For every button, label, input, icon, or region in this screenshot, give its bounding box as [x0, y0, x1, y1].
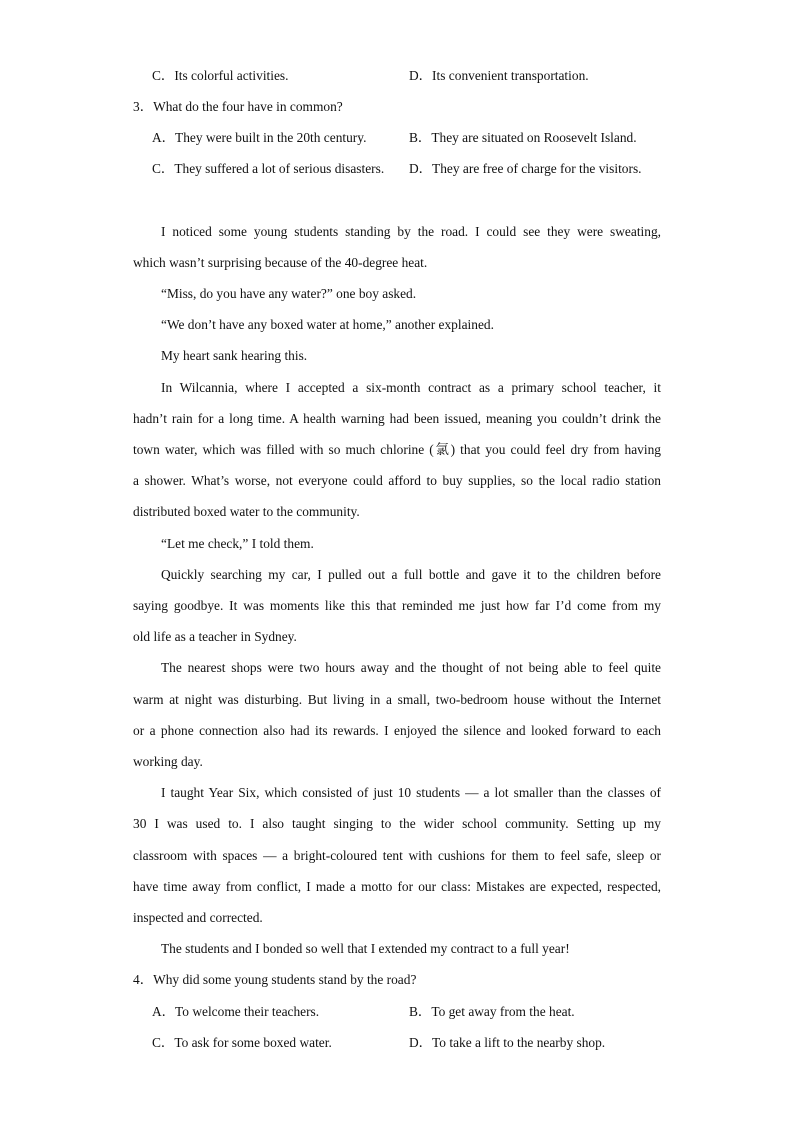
q2-option-d: D．Its convenient transportation.	[409, 68, 589, 83]
q4-option-d: D．To take a lift to the nearby shop.	[409, 1035, 606, 1050]
passage-p1-line2: which wasn’t surprising because of the 40-degree heat.	[133, 255, 428, 270]
passage-p1-line1: I noticed some young students standing by the road. I could see they were sweating,	[161, 224, 661, 239]
passage-p8-line3: or a phone connection also had its rewards. I enjoyed the silence and looked forward to each	[133, 723, 661, 738]
q3-option-c: C．They suffered a lot of serious disasters.	[152, 161, 385, 176]
q3-option-b: B．They are situated on Roosevelt Island.	[409, 130, 637, 145]
q4-stem: 4．Why did some young students stand by the road?	[133, 972, 417, 987]
passage-p5-line4: a shower. What’s worse, not everyone could afford to buy supplies, so the local radio station	[133, 473, 661, 488]
passage-p9-line2: 30 I was used to. I also taught singing to the wider school community. Setting up my	[133, 816, 661, 831]
passage-p9-line4: have time away from conflict, I made a motto for our class: Mistakes are expected, respected,	[133, 879, 661, 894]
passage-p5-line5: distributed boxed water to the community.	[133, 504, 360, 519]
q2-option-c: C．Its colorful activities.	[152, 68, 289, 83]
q4-option-a: A．To welcome their teachers.	[152, 1004, 320, 1019]
passage-p5-line3: town water, which was filled with so much chlorine (氯) that you could feel dry from having	[133, 442, 661, 457]
passage-p3: “We don’t have any boxed water at home,” another explained.	[161, 317, 494, 332]
passage-p10: The students and I bonded so well that I extended my contract to a full year!	[161, 941, 570, 956]
q4-option-c: C．To ask for some boxed water.	[152, 1035, 332, 1050]
passage-p5-line2: hadn’t rain for a long time. A health warning had been issued, meaning you couldn’t drink the	[133, 411, 661, 426]
q3-option-d: D．They are free of charge for the visitors.	[409, 161, 642, 176]
q3-option-a: A．They were built in the 20th century.	[152, 130, 367, 145]
passage-p6: “Let me check,” I told them.	[161, 536, 314, 551]
passage-p8-line4: working day.	[133, 754, 203, 769]
passage-p9-line5: inspected and corrected.	[133, 910, 263, 925]
passage-p4: My heart sank hearing this.	[161, 348, 308, 363]
passage-p8-line1: The nearest shops were two hours away and the thought of not being able to feel quite	[161, 660, 661, 675]
passage-p8-line2: warm at night was disturbing. But living in a small, two-bedroom house without the Internet	[133, 692, 661, 707]
passage-p9-line3: classroom with spaces — a bright-coloured tent with cushions for them to feel safe, sleep or	[133, 848, 661, 863]
passage-p7-line1: Quickly searching my car, I pulled out a full bottle and gave it to the children before	[161, 567, 661, 582]
q3-stem: 3．What do the four have in common?	[133, 99, 343, 114]
passage-p5-line1: In Wilcannia, where I accepted a six-month contract as a primary school teacher, it	[161, 380, 661, 395]
passage-p7-line3: old life as a teacher in Sydney.	[133, 629, 297, 644]
passage-p9-line1: I taught Year Six, which consisted of just 10 students — a lot smaller than the classes of	[161, 785, 661, 800]
passage-p2: “Miss, do you have any water?” one boy asked.	[161, 286, 417, 301]
passage-p7-line2: saying goodbye. It was moments like this that reminded me just how far I’d come from my	[133, 598, 661, 613]
q4-option-b: B．To get away from the heat.	[409, 1004, 575, 1019]
